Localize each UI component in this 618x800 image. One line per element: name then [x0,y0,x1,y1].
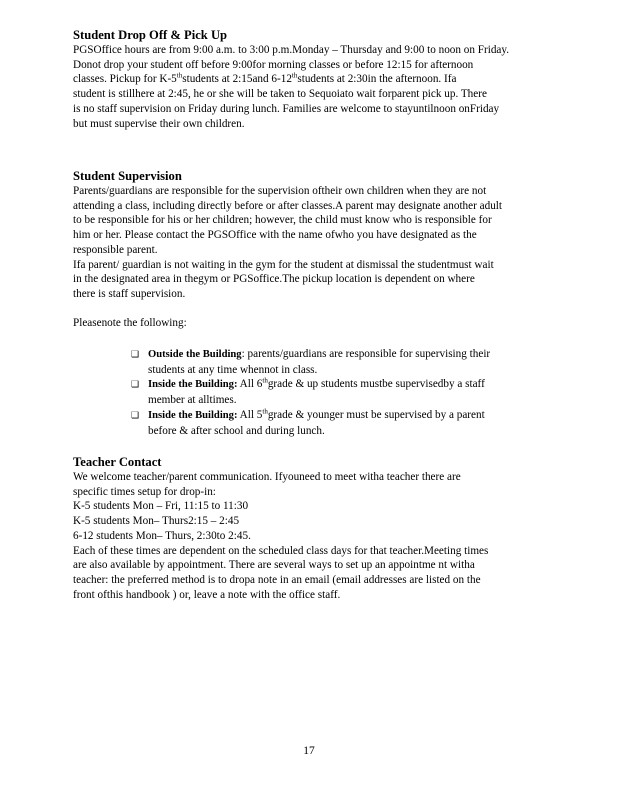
paragraph-line: is no staff supervision on Friday during lunch. Families are welcome to stayuntilnoon onFriday [73,102,500,115]
bullet-text: students at any time whennot in class. [148,363,318,376]
checkbox-bullet-icon: ❑ [131,409,140,420]
section-drop-off-pick-up [73,28,553,131]
paragraph-line: Donot drop your student off before 9:00for morning classes or before 12:15 for afternoon [73,58,474,71]
paragraph-line: 6-12 students Mon– Thurs, 2:30to 2:45. [73,529,251,542]
paragraph-line: there is staff supervision. [73,287,186,300]
section-teacher-contact [73,455,553,602]
text-fragment: students at 2:30in the afternoon. Ifa [297,73,457,86]
paragraph-line: PGSOffice hours are from 9:00 a.m. to 3:00 p.m.Monday – Thursday and 9:00 to noon on Friday. [73,44,510,56]
paragraph-line: him or her. Please contact the PGSOffice with the name ofwho you have designated as the [73,229,477,242]
paragraph-line [73,72,553,87]
paragraph-line: are also available by appointment. There are several ways to set up an appointme nt witha [73,559,475,572]
heading-student-supervision: Student Supervision [73,169,182,183]
paragraph-line: specific times setup for drop-in: [73,485,216,498]
supervision-paragraph [73,184,553,330]
paragraph-line: teacher: the preferred method is to dropa note in an email (email addresses are listed on the [73,573,481,586]
superscript: th [291,71,298,80]
bullet-label: Inside the Building: [148,409,238,421]
drop-off-paragraph [73,43,553,131]
paragraph-line: student is stillhere at 2:45, he or she will be taken to Sequoiato wait forparent pick up. There [73,88,487,101]
bullet-text: grade & up students mustbe supervisedby a staff [267,378,485,391]
list-item [131,377,531,407]
paragraph-line: Parents/guardians are responsible for the supervision oftheir own children when they are not [73,185,487,197]
heading-drop-off-pick-up: Student Drop Off & Pick Up [73,28,228,42]
bullet-text: All 6 [237,378,263,391]
paragraph-line: front ofthis handbook ) or, leave a note with the office staff. [73,588,341,601]
list-item [131,347,531,377]
bullet-text: before & after school and during lunch. [148,424,325,437]
please-note-line: Pleasenote the following: [73,316,187,329]
page-number: 17 [303,745,315,757]
bullet-text: grade & younger must be supervised by a parent [267,408,485,421]
teacher-contact-paragraph [73,470,553,602]
checkbox-bullet-icon: ❑ [131,379,140,390]
section-student-supervision [73,169,553,330]
superscript: th [176,71,183,80]
bullet-text: All 5 [237,408,263,421]
paragraph-line: Ifa parent/ guardian is not waiting in the gym for the student at dismissal the studentmust wait [73,258,494,271]
heading-teacher-contact: Teacher Contact [73,455,162,469]
text-fragment: students at 2:15and 6-12 [182,73,292,86]
paragraph-line: Each of these times are dependent on the scheduled class days for that teacher.Meeting times [73,544,489,557]
paragraph-line: but must supervise their own children. [73,117,245,130]
superscript: th [262,376,268,385]
paragraph-line: in the designated area in thegym or PGSoffice.The pickup location is dependent on where [73,273,475,286]
bullet-text: : parents/guardians are responsible for supervising their [241,348,491,360]
supervision-rules-list [131,347,531,438]
bullet-label: Inside the Building: [148,379,238,391]
paragraph-line: to be responsible for his or her children; however, the child must know who is responsible for [73,214,492,227]
paragraph-line: responsible parent. [73,243,158,256]
bullet-text: member at alltimes. [148,394,237,407]
paragraph-line: K-5 students Mon – Fri, 11:15 to 11:30 [73,500,249,513]
checkbox-bullet-icon: ❑ [131,349,140,359]
superscript: th [262,407,268,416]
text-fragment: classes. Pickup for K-5 [73,73,177,86]
paragraph-line: attending a class, including directly before or after classes.A parent may designate another adult [73,199,503,212]
bullet-label: Outside the Building [148,349,242,360]
list-item [131,408,531,438]
paragraph-line: We welcome teacher/parent communication. Ifyouneed to meet witha teacher there are [73,471,461,483]
paragraph-line: K-5 students Mon– Thurs2:15 – 2:45 [73,515,240,528]
